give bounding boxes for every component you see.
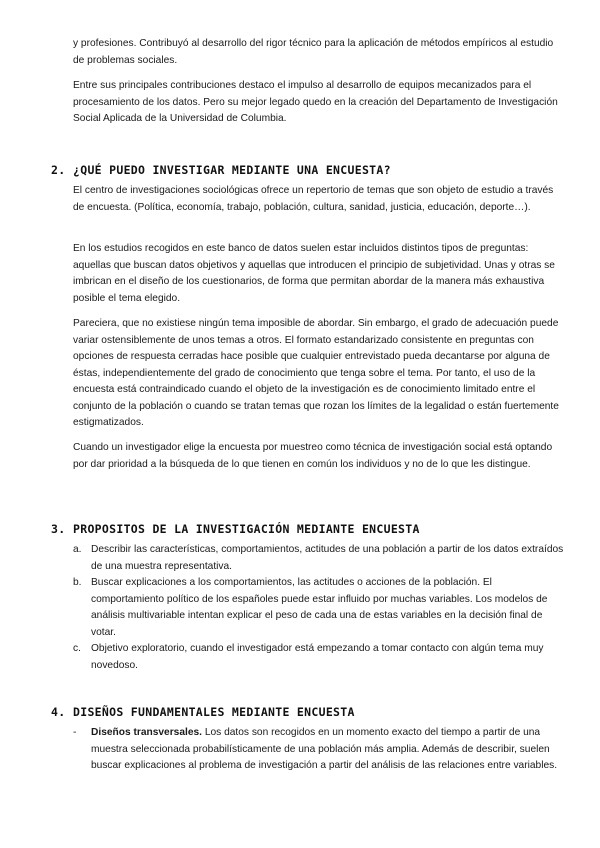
designs-list (73, 725, 565, 775)
list-marker: - (73, 727, 77, 738)
list-item-text: Objetivo exploratorio, cuando el investigador está empezando a tomar contacto con algún tema muy novedoso. (91, 643, 544, 671)
section-title: PROPOSITOS DE LA INVESTIGACIÓN MEDIANTE ENCUESTA (73, 522, 420, 536)
section-2-heading (51, 162, 571, 178)
section-2-paragraph: En los estudios recogidos en este banco de datos suelen estar incluidos distintos tipos de preguntas: aquellas que buscan datos objetivos y aquellas que introducen el principio de subjetividad. Unas y otras se imbrican en el diseño de los cuestionarios, de forma que permitan abordar de la manera más exhaustiva posible el tema elegido. (73, 243, 555, 304)
section-number: 4. (51, 705, 66, 719)
list-item-text: Buscar explicaciones a los comportamientos, las actitudes o acciones de la población. El comportamiento político de los españoles puede estar influido por muchas variables. Los modelos de análisis multivariable intentan explicar el peso de cada una de estas variables en la decisión final de votar. (91, 577, 548, 638)
section-number: 2. (51, 163, 66, 177)
list-marker: b. (73, 577, 82, 588)
list-item-text: Los datos son recogidos en un momento exacto del tiempo a partir de una muestra seleccionada probabilísticamente de una población más amplia. Además de describir, suelen buscar explicaciones al problema de investigación a partir del análisis de las relaciones entre variables. (91, 727, 558, 771)
list-marker: c. (73, 643, 81, 654)
list-item-text: Describir las características, comportamientos, actitudes de una población a partir de los datos extraídos de una muestra representativa. (91, 544, 564, 572)
section-2-paragraph: Cuando un investigador elige la encuesta por muestreo como técnica de investigación social está optando por dar prioridad a la búsqueda de lo que tienen en común los individuos y no de lo que les distingue. (73, 442, 553, 470)
section-3-heading (51, 521, 571, 537)
section-2-paragraph: Pareciera, que no existiese ningún tema imposible de abordar. Sin embargo, el grado de adecuación puede variar ostensiblemente de unos temas a otros. El formato estandarizado consistente en preguntas con opciones de respuesta cerradas hace posible que cualquier entrevistado pueda decantarse por alguna de éstas, independientemente del grado de conocimiento que tenga sobre el tema. Por tanto, el uso de la encuesta está contraindicado cuando el objeto de la investigación es de conocimiento limitado entre el conjunto de la población o cuando se tratan temas que rozan los límites de la legalidad o están fuertemente estigmatizados. (73, 318, 559, 428)
list-item (73, 575, 565, 641)
list-item (73, 542, 565, 575)
section-title: DISEÑOS FUNDAMENTALES MEDIANTE ENCUESTA (73, 705, 355, 719)
design-term: Diseños transversales. (91, 727, 202, 738)
list-item (73, 725, 565, 775)
list-item (73, 641, 565, 674)
intro-paragraph-1: y profesiones. Contribuyó al desarrollo del rigor técnico para la aplicación de métodos empíricos al estudio de problemas sociales. (73, 38, 554, 66)
section-title: ¿QUÉ PUEDO INVESTIGAR MEDIANTE UNA ENCUESTA? (73, 163, 391, 177)
list-marker: a. (73, 544, 82, 555)
intro-paragraph-2: Entre sus principales contribuciones destaco el impulso al desarrollo de equipos mecanizados para el procesamiento de los datos. Pero su mejor legado quedo en la creación del Departamento de Investigación Social Aplicada de la Universidad de Columbia. (73, 80, 558, 124)
section-4-heading (51, 704, 571, 720)
section-number: 3. (51, 522, 66, 536)
section-2-paragraph: El centro de investigaciones sociológicas ofrece un repertorio de temas que son objeto de estudio a través de encuesta. (Política, economía, trabajo, población, cultura, sanidad, justicia, educación, deporte…). (73, 185, 554, 213)
purposes-list (73, 542, 565, 674)
